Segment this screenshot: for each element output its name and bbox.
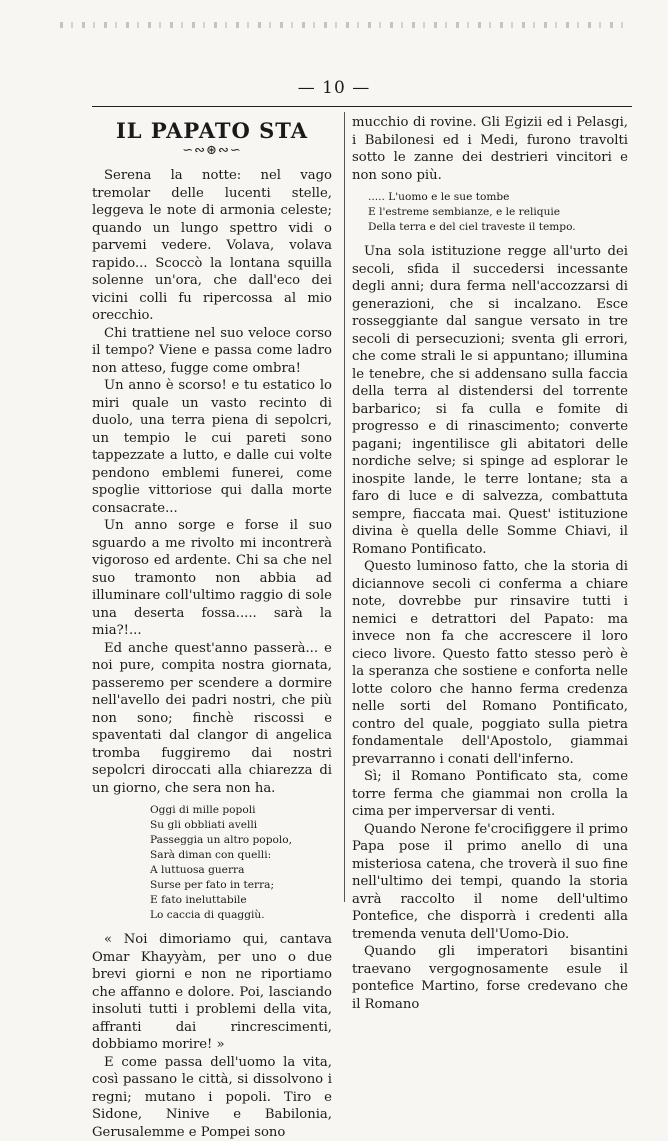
verse-line: Oggi di mille popoli	[150, 803, 332, 818]
scan-artifact-line	[60, 22, 630, 28]
verse-line: A luttuosa guerra	[150, 863, 332, 878]
verse-line: Lo caccia di quaggiù.	[150, 908, 332, 923]
column-divider	[344, 112, 345, 902]
paragraph: Ed anche quest'anno passerà... e noi pure, compita nostra giornata, passeremo per scendere a dormire nell'avello dei padri nostri, che più non sono; finchè riscossi e spaventati dal clangor di angelica tromba fuggiremo dai nostri sepolcri diroccati alla chiarezza di un giorno, che sera non ha.	[92, 640, 332, 798]
verse-line: Sarà diman con quelli:	[150, 848, 332, 863]
paragraph: Chi trattiene nel suo veloce corso il tempo? Viene e passa come ladro non atteso, fugge come ombra!	[92, 325, 332, 378]
verse-line: Passeggia un altro popolo,	[150, 833, 332, 848]
right-column	[352, 114, 628, 1013]
page-number: — 10 —	[0, 78, 668, 98]
verse-line: E l'estreme sembianze, e le reliquie	[368, 205, 628, 220]
paragraph: Quando Nerone fe'crocifiggere il primo Papa pose il primo anello di una misteriosa catena, che troverà il suo fine nell'ultimo dei tempi, quando la storia avrà raccolto il nome dell'ultimo Pontefice, che disporrà i credenti alla tremenda venuta dell'Uomo-Dio.	[352, 821, 628, 944]
verse-line: Su gli obbliati avelli	[150, 818, 332, 833]
paragraph: Una sola istituzione regge all'urto dei secoli, sfida il succedersi incessante degli anni; dura ferma nell'accozzarsi di generazioni, che si incalzano. Esce rosseggiante dal sangue versato in tre secoli di persecuzioni; sventa gli errori, che come strali le si appuntano; illumina le tenebre, che si addensano sulla faccia della terra al distendersi del torrente barbarico; si fa culla e fomite di progresso e di rinascimento; converte pagani; ingentilisce gli abitatori delle nordiche selve; si spinge ad esplorar le inospite lande, le terre lontane; sta a faro di luce e di salvezza, combattuta sempre, fiaccata mai. Quest' istituzione divina è quella delle Somme Chiavi, il Romano Pontificato.	[352, 243, 628, 558]
paragraph-continuation: mucchio di rovine. Gli Egizii ed i Pelasgi, i Babilonesi ed i Medi, furono travolti sotto le zanne dei destrieri vincitori e non sono più.	[352, 114, 628, 184]
verse-line: Della terra e del ciel traveste il tempo.	[368, 220, 628, 235]
paragraph: Quando gli imperatori bisantini traevano vergognosamente esule il pontefice Martino, forse credevano che il Romano	[352, 943, 628, 1013]
paragraph: E come passa dell'uomo la vita, così passano le città, si dissolvono i regni; mutano i popoli. Tiro e Sidone, Ninive e Babilonia, Gerusalemme e Pompei sono	[92, 1054, 332, 1141]
header-rule	[92, 106, 632, 107]
title-ornament: ∽∾⊛∾∽	[92, 142, 332, 160]
verse-block	[352, 190, 628, 235]
left-column	[92, 114, 332, 1141]
verse-block	[92, 803, 332, 923]
article-title: IL PAPATO STA	[92, 122, 332, 140]
verse-line: ..... L'uomo e le sue tombe	[368, 190, 628, 205]
paragraph: Un anno sorge e forse il suo sguardo a me rivolto mi incontrerà vigoroso ed ardente. Chi sa che nel suo tramonto non abbia ad illuminare coll'ultimo raggio di sole una deserta fossa..... sarà la mia?!...	[92, 517, 332, 640]
verse-line: Surse per fato in terra;	[150, 878, 332, 893]
paragraph: Questo luminoso fatto, che la storia di diciannove secoli ci conferma a chiare note, dovrebbe pur rinsavire tutti i nemici e detrattori del Papato: ma invece non fa che accrescere il loro cieco livore. Questo fatto stesso però è la speranza che sostiene e conforta nelle lotte coloro che hanno ferma credenza nelle sorti del Romano Pontificato, contro del quale, poggiato sulla pietra fondamentale dell'Apostolo, giammai prevarranno i conati dell'inferno.	[352, 558, 628, 768]
verse-line: E fato ineluttabile	[150, 893, 332, 908]
paragraph: Sì; il Romano Pontificato sta, come torre ferma che giammai non crolla la cima per imperversar di venti.	[352, 768, 628, 821]
paragraph: Serena la notte: nel vago tremolar delle lucenti stelle, leggeva le note di armonia celeste; quando un lungo spettro vidi o parvemi vedere. Volava, volava rapido... Scoccò la lontana squilla solenne un'ora, che dall'eco dei vicini colli fu ripercossa al mio orecchio.	[92, 167, 332, 325]
paragraph: Un anno è scorso! e tu estatico lo miri quale un vasto recinto di duolo, una terra piena di sepolcri, un tempio le cui pareti sono tappezzate a lutto, e dalle cui volte pendono emblemi funerei, come spoglie vittoriose qui dalla morte consacrate...	[92, 377, 332, 517]
paragraph: « Noi dimoriamo qui, cantava Omar Khayyàm, per uno o due brevi giorni e non ne riportiamo che affanno e dolore. Poi, lasciando insoluti tutti i problemi della vita, affranti dai rincrescimenti, dobbiamo morire! »	[92, 931, 332, 1054]
